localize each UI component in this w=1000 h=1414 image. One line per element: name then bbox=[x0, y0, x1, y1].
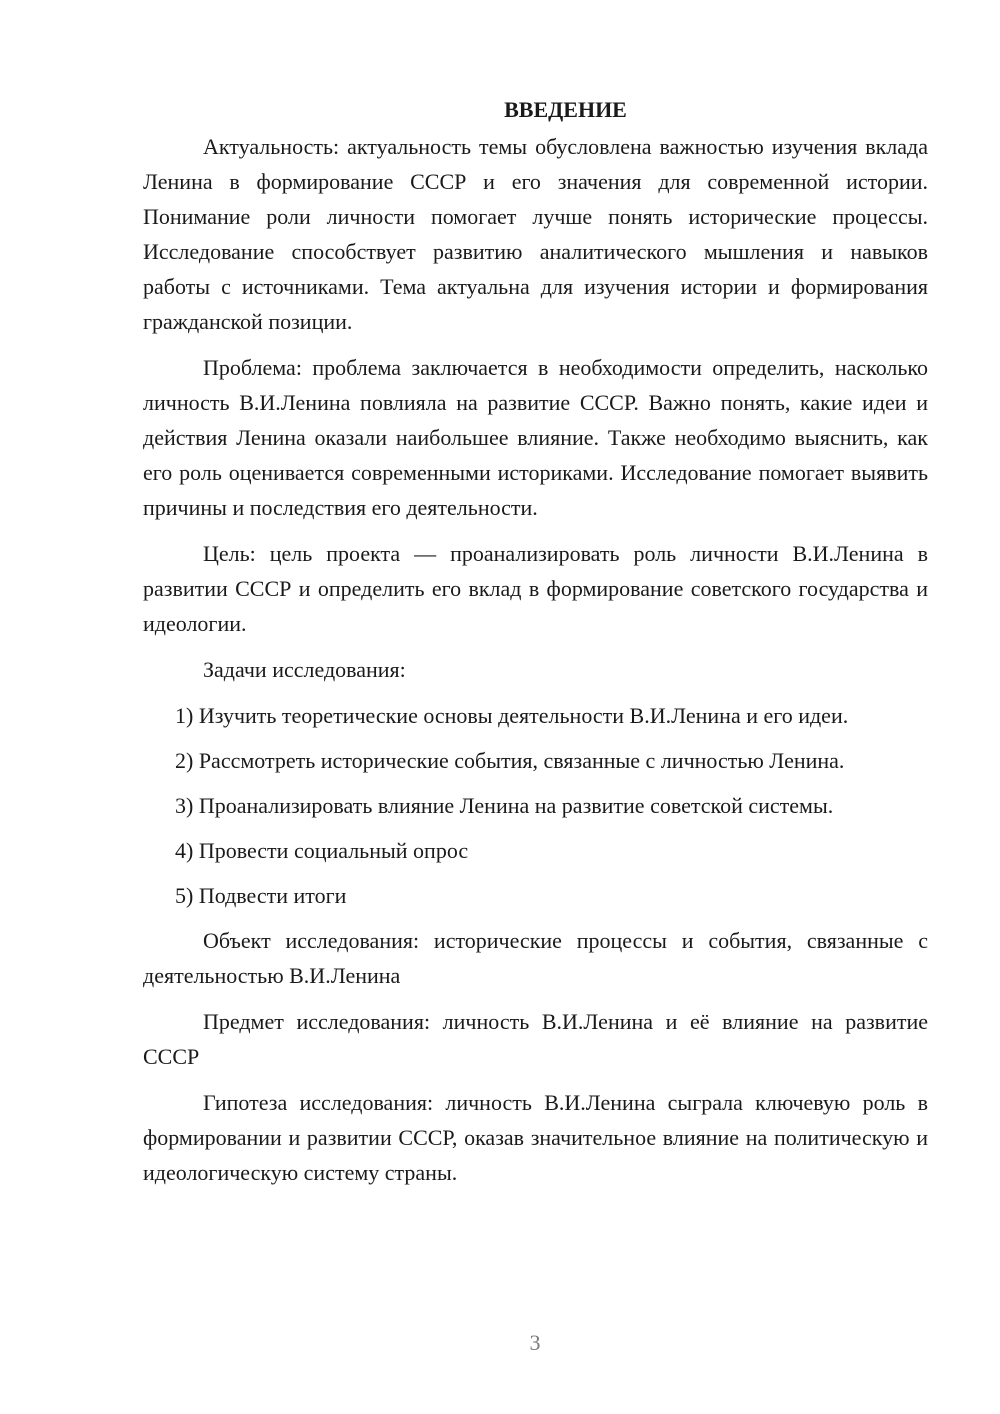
task-item-4: 4) Провести социальный опрос bbox=[175, 838, 469, 863]
object-paragraph: Объект исследования: исторические процессы и события, связанные с деятельностью В.И.Ленина bbox=[143, 928, 928, 988]
task-item-1: 1) Изучить теоретические основы деятельности В.И.Ленина и его идеи. bbox=[175, 703, 849, 728]
task-item-5: 5) Подвести итоги bbox=[175, 883, 347, 908]
section-heading: ВВЕДЕНИЕ bbox=[504, 97, 627, 122]
subject-paragraph: Предмет исследования: личность В.И.Ленина и её влияние на развитие СССР bbox=[143, 1009, 928, 1069]
goal-paragraph: Цель: цель проекта — проанализировать роль личности В.И.Ленина в развитии СССР и определить его вклад в формирование советского государства и идеологии. bbox=[143, 541, 928, 636]
document-page bbox=[143, 92, 928, 1190]
page-number: 3 bbox=[529, 1330, 541, 1355]
relevance-paragraph: Актуальность: актуальность темы обусловлена важностью изучения вклада Ленина в формирование СССР и его значения для современной истории. Понимание роли личности помогает лучше понять исторические процессы. Исследование способствует развитию аналитического мышления и навыков работы с источниками. Тема актуальна для изучения истории и формирования гражданской позиции. bbox=[143, 134, 928, 334]
task-item-3: 3) Проанализировать влияние Ленина на развитие советской системы. bbox=[175, 793, 834, 818]
task-item-2: 2) Рассмотреть исторические события, связанные с личностью Ленина. bbox=[175, 748, 845, 773]
hypothesis-paragraph: Гипотеза исследования: личность В.И.Ленина сыграла ключевую роль в формировании и развитии СССР, оказав значительное влияние на политическую и идеологическую систему страны. bbox=[143, 1090, 928, 1185]
problem-paragraph: Проблема: проблема заключается в необходимости определить, насколько личность В.И.Ленина повлияла на развитие СССР. Важно понять, какие идеи и действия Ленина оказали наибольшее влияние. Также необходимо выяснить, как его роль оценивается современными историками. Исследование помогает выявить причины и последствия его деятельности. bbox=[143, 355, 928, 520]
tasks-title: Задачи исследования: bbox=[203, 657, 406, 682]
